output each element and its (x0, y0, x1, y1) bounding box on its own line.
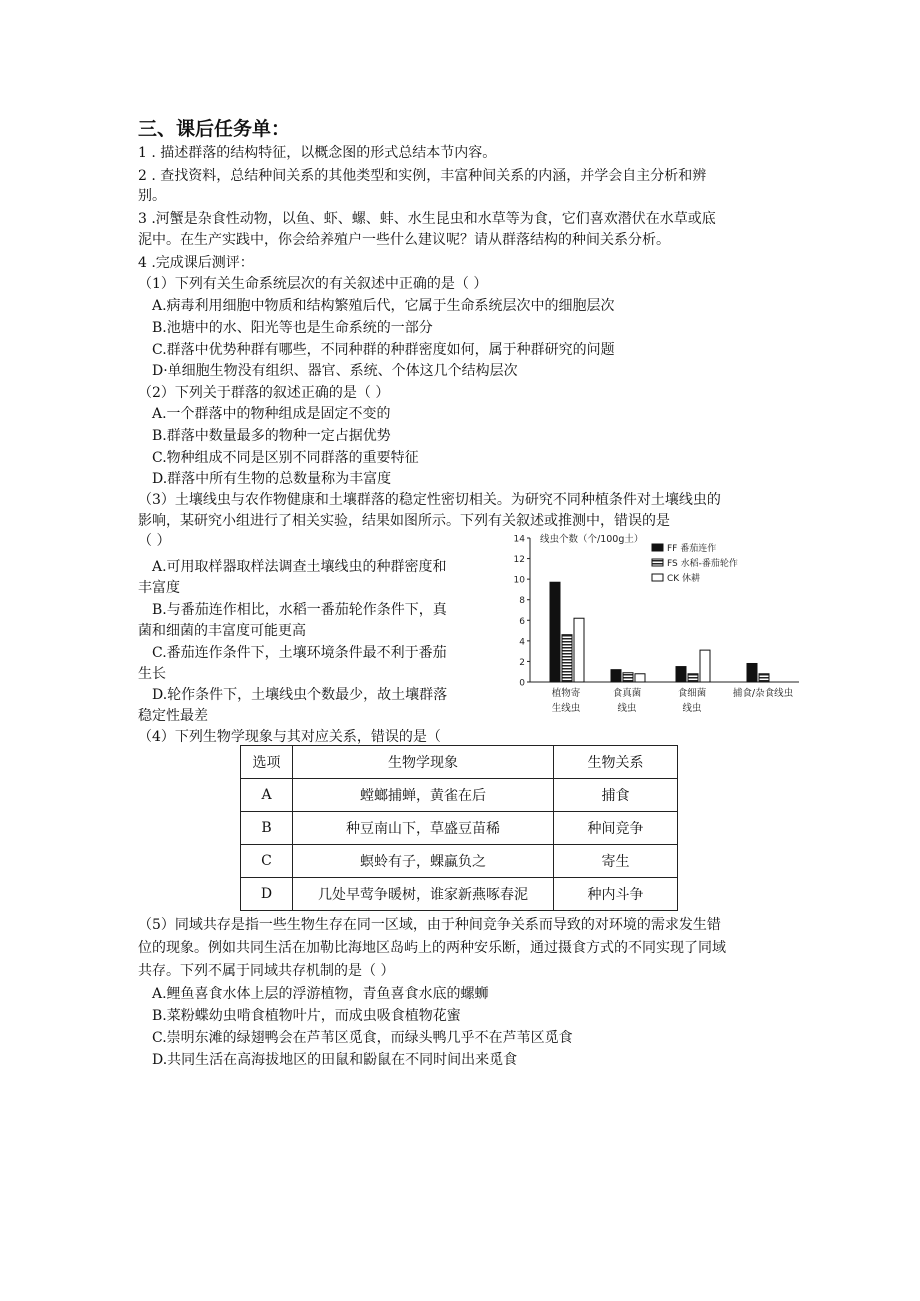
q5-stem-line: 位的现象。例如共同生活在加勒比海地区岛屿上的两种安乐断，通过摄食方式的不同实现了同域 (138, 940, 726, 956)
q2-stem: （2）下列关于群落的叙述正确的是（ ） (138, 385, 390, 401)
q2-option: D.群落中所有生物的总数量称为丰富度 (152, 471, 392, 487)
x-tick-label: 食细菌 (677, 688, 707, 699)
q1-stem: （1）下列有关生命系统层次的有关叙述中正确的是（ ） (138, 276, 488, 292)
bar-striped (562, 635, 572, 682)
bar-empty (700, 650, 710, 682)
q3-option-c: C.番茄连作条件下，土壤环境条件最不利于番茄 (152, 645, 447, 661)
table-cell: 种内斗争 (554, 878, 678, 911)
q2-option: B.群落中数量最多的物种一定占据优势 (152, 428, 391, 444)
legend-label: FF 番茄连作 (667, 544, 717, 554)
table-row (241, 779, 678, 812)
q2-option: C.物种组成不同是区别不同群落的重要特征 (152, 450, 419, 466)
q1-option: A.病毒利用细胞中物质和结构繁殖后代，它属于生命系统层次中的细胞层次 (152, 298, 615, 314)
y-axis-label: 线虫个数（个/100g土） (540, 534, 644, 545)
table-header-cell: 选项 (241, 746, 293, 779)
legend-swatch (652, 559, 663, 566)
q5-option: C.崇明东滩的绿翅鸭会在芦苇区觅食，而绿头鸭几乎不在芦苇区觅食 (152, 1030, 573, 1046)
bar-solid (676, 667, 686, 682)
table-header-cell: 生物学现象 (293, 746, 554, 779)
q3-stem-line: （3）土壤线虫与农作物健康和土壤群落的稳定性密切相关。为研究不同种植条件对土壤线虫的 (138, 492, 721, 508)
x-tick-label: 线虫 (617, 703, 637, 714)
table-header-row (241, 746, 678, 779)
legend-label: FS 水稻-番茄轮作 (667, 559, 738, 569)
y-tick-label: 2 (519, 657, 525, 668)
y-tick-label: 6 (519, 616, 525, 627)
x-tick-label: 捕食/杂食线虫 (732, 688, 794, 699)
q2-option: A.一个群落中的物种组成是固定不变的 (152, 406, 391, 422)
table-cell: C (241, 845, 293, 878)
q5-stem-line: 共存。下列不属于同域共存机制的是（ ） (138, 963, 395, 979)
q3-option-a: A.可用取样器取样法调查土壤线虫的种群密度和 (152, 559, 447, 575)
nematode-bar-chart (512, 530, 807, 718)
x-tick-label: 食真菌 (612, 688, 642, 699)
table-cell: 捕食 (554, 779, 678, 812)
task-line: 别。 (138, 188, 166, 204)
task-line: 1 . 描述群落的结构特征，以概念图的形式总结本节内容。 (138, 145, 497, 161)
legend-label: CK 休耕 (667, 574, 701, 584)
q3-option-d-cont: 稳定性最差 (138, 708, 208, 724)
x-tick-label: 植物寄 (551, 688, 581, 699)
y-tick-label: 8 (519, 596, 525, 607)
table-cell: B (241, 812, 293, 845)
table-cell: 几处早莺争暖树，谁家新燕啄春泥 (293, 878, 554, 911)
bar-striped (759, 674, 769, 682)
legend-swatch (652, 544, 663, 551)
task-line: 3 .河蟹是杂食性动物，以鱼、虾、螺、蚌、水生昆虫和水草等为食，它们喜欢潜伏在水草或底 (138, 211, 716, 227)
table-cell: 螳螂捕蝉，黄雀在后 (293, 779, 554, 812)
task-line: 4 .完成课后测评： (138, 255, 254, 271)
task-line: 2 . 查找资料，总结种间关系的其他类型和实例，丰富种间关系的内涵，并学会自主分析和辨 (138, 168, 707, 184)
table-cell: 种间竞争 (554, 812, 678, 845)
task-line: 泥中。在生产实践中，你会给养殖户一些什么建议呢？请从群落结构的种间关系分析。 (138, 232, 670, 248)
x-tick-label: 生线虫 (551, 703, 581, 714)
y-tick-label: 14 (513, 534, 525, 545)
q1-option: C.群落中优势种群有哪些，不同种群的种群密度如何，属于种群研究的问题 (152, 342, 615, 358)
table-cell: 寄生 (554, 845, 678, 878)
bar-solid (550, 582, 560, 682)
table-cell: 种豆南山下，草盛豆苗稀 (293, 812, 554, 845)
q4-table (240, 745, 678, 911)
y-tick-label: 12 (513, 555, 525, 566)
q5-option: D.共同生活在高海拔地区的田鼠和鼢鼠在不同时间出来觅食 (152, 1052, 518, 1068)
table-cell: 螟蛉有子，蜾蠃负之 (293, 845, 554, 878)
q1-option: D·单细胞生物没有组织、器官、系统、个体这几个结构层次 (152, 363, 518, 379)
bar-striped (623, 673, 633, 682)
table-row (241, 812, 678, 845)
table-row (241, 878, 678, 911)
x-tick-label: 线虫 (682, 703, 702, 714)
bar-solid (747, 663, 757, 682)
q3-stem-line: 影响，某研究小组进行了相关实验，结果如图所示。下列有关叙述或推测中，错误的是 (138, 513, 670, 529)
bar-empty (635, 674, 645, 682)
q5-option: B.菜粉蝶幼虫啃食植物叶片，而成虫吸食植物花蜜 (152, 1008, 461, 1024)
q5-option: A.鲤鱼喜食水体上层的浮游植物，青鱼喜食水底的螺蛳 (152, 986, 489, 1002)
q3-stem-line: （ ） (138, 533, 171, 549)
q3-option-b: B.与番茄连作相比，水稻一番茄轮作条件下，真 (152, 602, 447, 618)
table-row (241, 845, 678, 878)
legend-swatch (652, 574, 663, 581)
section-title: 三、课后任务单： (138, 118, 291, 140)
table-cell: D (241, 878, 293, 911)
y-tick-label: 4 (519, 637, 525, 648)
q3-option-a-cont: 丰富度 (138, 580, 180, 596)
bar-empty (574, 618, 584, 682)
table-cell: A (241, 779, 293, 812)
q4-stem: （4）下列生物学现象与其对应关系，错误的是（ (138, 729, 441, 745)
q3-option-c-cont: 生长 (138, 666, 166, 682)
table-header-cell: 生物关系 (554, 746, 678, 779)
bar-solid (611, 670, 621, 682)
q3-option-d: D.轮作条件下，土壤线虫个数最少，故土壤群落 (152, 687, 448, 703)
q3-option-b-cont: 菌和细菌的丰富度可能更高 (138, 623, 306, 639)
q1-option: B.池塘中的水、阳光等也是生命系统的一部分 (152, 320, 433, 336)
y-tick-label: 0 (519, 678, 525, 689)
q5-stem-line: （5）同域共存是指一些生物生存在同一区域，由于种间竞争关系而导致的对环境的需求发生错 (138, 917, 721, 933)
bar-striped (688, 674, 698, 682)
y-tick-label: 10 (513, 575, 525, 586)
